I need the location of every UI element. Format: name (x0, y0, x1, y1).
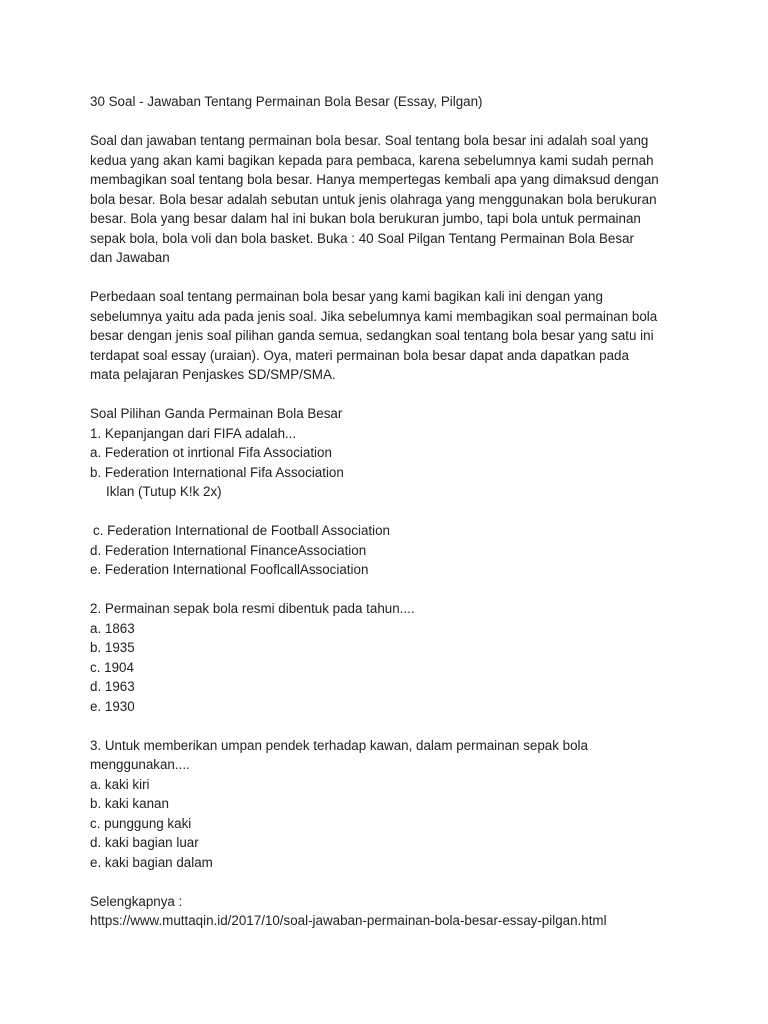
second-paragraph (90, 287, 690, 385)
answer-option-c: c. 1904 (90, 659, 134, 675)
document-title: 30 Soal - Jawaban Tentang Permainan Bola Besar (Essay, Pilgan) (90, 94, 483, 109)
answer-option-b: b. kaki kanan (90, 796, 169, 811)
spacer (90, 716, 690, 736)
paragraph-line: terdapat soal essay (uraian). Oya, materi permainan bola besar dapat anda dapatkan pada (90, 347, 629, 363)
question-text: 3. Untuk memberikan umpan pendek terhadap kawan, dalam permainan sepak bola (90, 737, 588, 753)
answer-option-c: c. Federation International de Football Association (93, 523, 391, 538)
question-3 (90, 736, 690, 873)
source-url-link[interactable]: https://www.muttaqin.id/2017/10/soal-jawaban-permainan-bola-besar-essay-pilgan.html (90, 913, 607, 928)
intro-line: membagikan soal tentang bola besar. Hanya mempertegas kembali apa yang dimaksud dengan (90, 172, 659, 187)
answer-option-d: d. 1963 (90, 679, 135, 694)
paragraph-line: besar dengan jenis soal pilihan ganda semua, sedangkan soal tentang bola besar yang satu ini (90, 328, 654, 343)
source-label: Selengkapnya : (90, 893, 183, 909)
answer-option-a: a. 1863 (90, 620, 135, 636)
answer-option-c: c. punggung kaki (90, 815, 192, 831)
answer-option-a: a. Federation ot inrtional Fifa Association (90, 445, 332, 460)
answer-option-e: e. Federation International FooflcallAssociation (90, 562, 369, 577)
answer-option-e: e. kaki bagian dalam (90, 854, 213, 870)
answer-option-d: d. Federation International FinanceAssociation (90, 542, 367, 558)
footer-source (90, 892, 690, 931)
intro-paragraph (90, 131, 690, 268)
paragraph-line: Perbedaan soal tentang permainan bola besar yang kami bagikan kali ini dengan yang (90, 289, 603, 304)
question-text: 2. Permainan sepak bola resmi dibentuk pada tahun.... (90, 601, 415, 616)
question-text: 1. Kepanjangan dari FIFA adalah... (90, 425, 297, 441)
question-text: menggunakan.... (90, 757, 190, 772)
answer-option-b: b. 1935 (90, 640, 135, 655)
paragraph-line: sebelumnya yaitu ada pada jenis soal. Jika sebelumnya kami membagikan soal permainan bola (90, 308, 658, 324)
question-1 (90, 424, 690, 580)
answer-option-a: a. kaki kiri (90, 776, 150, 792)
paragraph-line: mata pelajaran Penjaskes SD/SMP/SMA. (90, 367, 336, 382)
intro-line: Soal dan jawaban tentang permainan bola besar. Soal tentang bola besar ini adalah soal yang (90, 133, 649, 148)
section-heading: Soal Pilihan Ganda Permainan Bola Besar (90, 406, 343, 421)
spacer (90, 872, 690, 892)
spacer (90, 580, 690, 600)
ad-close-link[interactable]: Iklan (Tutup K!k 2x) (106, 484, 222, 499)
intro-line: bola besar. Bola besar adalah sebutan untuk jenis olahraga yang menggunakan bola berukuran (90, 191, 657, 207)
intro-line: besar. Bola yang besar dalam hal ini bukan bola berukuran jumbo, tapi bola untuk permainan (90, 211, 641, 226)
question-2 (90, 599, 690, 716)
intro-line: sepak bola, bola voli dan bola basket. Buka : 40 Soal Pilgan Tentang Permainan Bola Besar (90, 230, 634, 246)
answer-option-d: d. kaki bagian luar (90, 835, 199, 850)
intro-line: kedua yang akan kami bagikan kepada para pembaca, karena sebelumnya kami sudah pernah (90, 152, 654, 168)
spacer (90, 385, 690, 405)
spacer (90, 112, 690, 132)
spacer (90, 268, 690, 288)
answer-option-b: b. Federation International Fifa Association (90, 464, 344, 480)
document-body (90, 92, 690, 931)
answer-option-e: e. 1930 (90, 698, 135, 714)
ad-space (90, 502, 690, 522)
intro-line: dan Jawaban (90, 250, 170, 265)
